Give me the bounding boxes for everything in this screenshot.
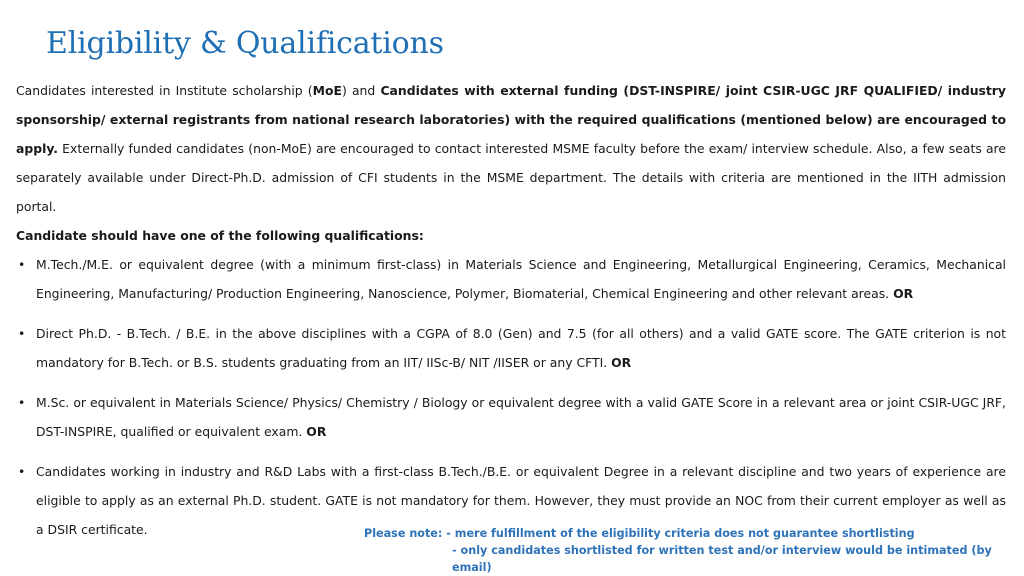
intro-text: Externally funded candidates (non-MoE) are encouraged to contact interested MSME faculty before the exam/ interview schedule. Also, a few seats are separately available under Direct-Ph.D. admission of CFI students in the MSME department. The details with criteria are mentioned in the IITH admission portal. — [16, 141, 1006, 214]
or-label: OR — [306, 424, 327, 439]
note-line-2: - only candidates shortlisted for written test and/or interview would be intimated (by email) — [452, 544, 992, 574]
qualification-text: Candidates working in industry and R&D Labs with a first-class B.Tech./B.E. or equivalent Degree in a relevant discipline and two years of experience are eligible to apply as an external Ph.D. student. GATE is not mandatory for them. However, they must provide an NOC from their current employer as well as a DSIR certificate. — [36, 464, 1006, 537]
qualifications-heading: Candidate should have one of the following qualifications: — [16, 228, 424, 243]
intro-text: ) and — [341, 83, 381, 98]
intro-moe: MoE — [312, 83, 342, 98]
or-label: OR — [893, 286, 914, 301]
qualification-text: M.Tech./M.E. or equivalent degree (with a minimum first-class) in Materials Science and Engineering, Metallurgical Engineering, Ceramics, Mechanical Engineering, Manufacturing/ Production Engineering, Nanoscience, Polymer, Biomaterial, Chemical Engineering and other relevant areas. — [36, 257, 1006, 301]
qualification-text: Direct Ph.D. - B.Tech. / B.E. in the above disciplines with a CGPA of 8.0 (Gen) and 7.5 (for all others) and a valid GATE score. The GATE criterion is not mandatory for B.Tech. or B.S. students graduating from an IIT/ IISc-B/ NIT /IISER or any CFTI. — [36, 326, 1006, 370]
qualification-item — [16, 319, 1006, 377]
page-title: Eligibility & Qualifications — [46, 26, 444, 61]
or-label: OR — [611, 355, 632, 370]
qualification-item — [16, 388, 1006, 446]
qualification-text: M.Sc. or equivalent in Materials Science/ Physics/ Chemistry / Biology or equivalent degree with a valid GATE Score in a relevant area or joint CSIR-UGC JRF, DST-INSPIRE, qualified or equivalent exam. — [36, 395, 1006, 439]
qualification-item — [16, 250, 1006, 308]
note-line-1: Please note: - mere fulfillment of the eligibility criteria does not guarantee shortlisting — [364, 527, 915, 540]
note-box — [364, 525, 1024, 576]
intro-text: Candidates interested in Institute scholarship ( — [16, 83, 313, 98]
content-body — [16, 76, 1006, 555]
intro-paragraph — [16, 76, 1006, 221]
qualifications-list — [16, 250, 1006, 544]
intro-external-funding: Candidates with external funding (DST-INSPIRE/ joint CSIR-UGC JRF QUALIFIED/ industry sponsorship/ external registrants from national research laboratories) with the required qualifications (mentioned below) are encouraged to apply. — [16, 83, 1006, 156]
